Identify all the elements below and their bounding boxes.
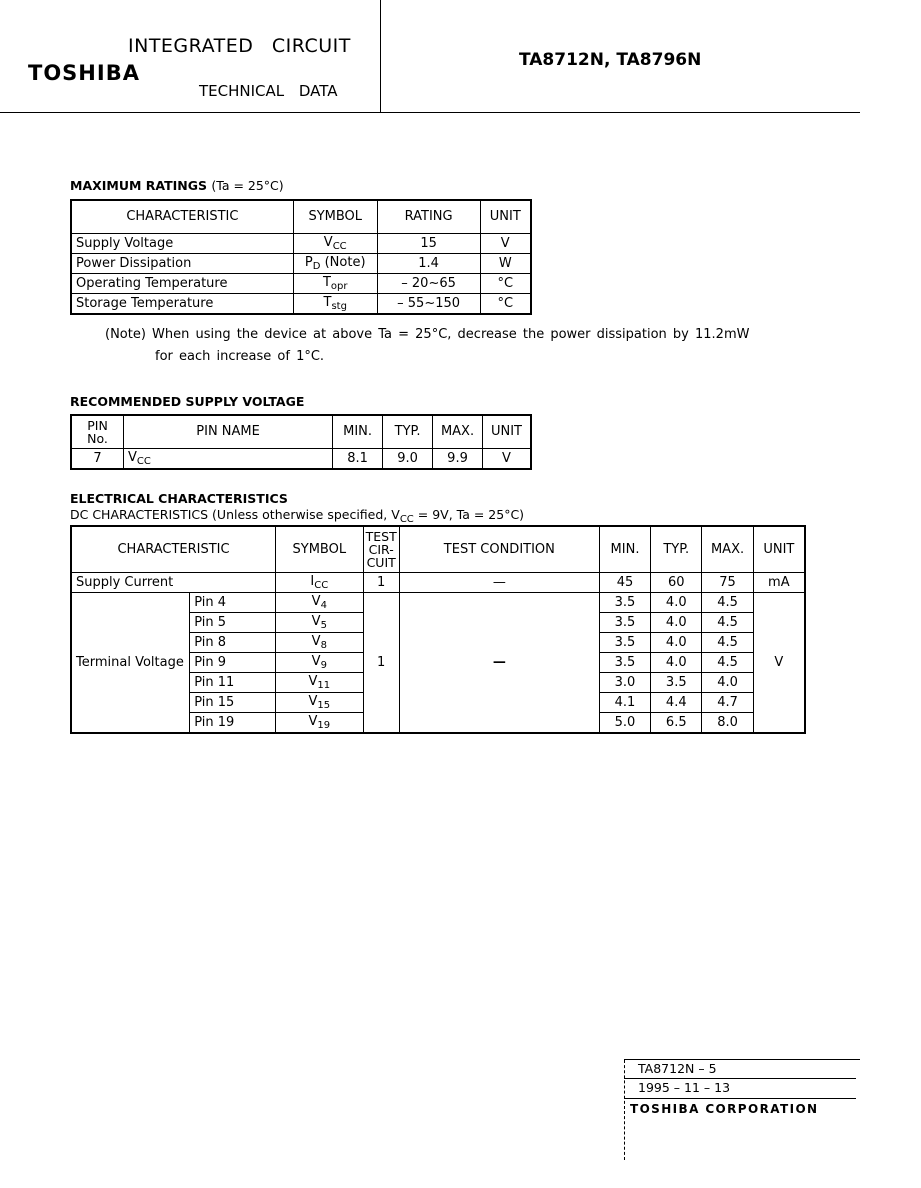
characteristic-cell: Storage Temperature xyxy=(71,293,293,314)
typ-value: 9.0 xyxy=(383,448,433,469)
col-test-circuit: TEST CIR- CUIT xyxy=(363,526,399,572)
typ-cell: 4.0 xyxy=(651,612,702,632)
table-row xyxy=(71,253,531,273)
table-row xyxy=(71,233,531,253)
col-rating: RATING xyxy=(377,200,480,233)
unit-cell: W xyxy=(480,253,531,273)
unit-cell: V xyxy=(480,233,531,253)
pin-cell: Pin 9 xyxy=(190,652,276,672)
col-unit: UNIT xyxy=(753,526,805,572)
pin-cell: Pin 4 xyxy=(190,592,276,612)
symbol-cell: $V_9$ xyxy=(276,652,363,672)
rating-cell: 15 xyxy=(377,233,480,253)
note-line-1: (Note) When using the device at above Ta = 25°C, decrease the power dissipation by 11.2mW xyxy=(105,327,750,342)
col-unit: UNIT xyxy=(480,200,531,233)
min-cell: 3.0 xyxy=(599,672,650,692)
footer-doc-number: TA8712N – 5 xyxy=(638,1061,717,1076)
col-typ: TYP. xyxy=(651,526,702,572)
max-ratings-condition: (Ta = 25°C) xyxy=(211,178,284,193)
max-cell: 4.5 xyxy=(702,612,753,632)
max-ratings-title: MAXIMUM RATINGS xyxy=(70,178,208,193)
pin-cell: Pin 15 xyxy=(190,692,276,712)
col-max: MAX. xyxy=(433,415,483,448)
col-min: MIN. xyxy=(333,415,383,448)
min-value: 8.1 xyxy=(333,448,383,469)
footer-rule xyxy=(624,1098,856,1099)
note-line-2: for each increase of 1°C. xyxy=(155,349,325,364)
max-cell: 4.5 xyxy=(702,632,753,652)
unit-cell: °C xyxy=(480,293,531,314)
max-cell: 4.5 xyxy=(702,592,753,612)
elec-subheading: DC CHARACTERISTICS (Unless otherwise specified, $V_{CC} = 9V$, Ta = 25°C) xyxy=(70,507,525,525)
symbol-cell: $V_4$ xyxy=(276,592,363,612)
table-row xyxy=(71,572,805,592)
col-pin-no: PIN No. xyxy=(71,415,124,448)
min-cell: 4.1 xyxy=(599,692,650,712)
col-max: MAX. xyxy=(702,526,753,572)
part-numbers: TA8712N, TA8796N xyxy=(519,50,702,70)
toshiba-logo: TOSHIBA xyxy=(28,61,140,85)
pin-cell: Pin 8 xyxy=(190,632,276,652)
supply-current-label: Supply Current xyxy=(71,572,276,592)
max-cell: 4.0 xyxy=(702,672,753,692)
unit-value: V xyxy=(483,448,532,469)
elec-table xyxy=(70,525,806,734)
max-ratings-table xyxy=(70,199,532,315)
supply-current-circuit: 1 xyxy=(363,572,399,592)
characteristic-cell: Power Dissipation xyxy=(71,253,293,273)
rec-supply-heading: RECOMMENDED SUPPLY VOLTAGE xyxy=(70,394,305,409)
typ-cell: 6.5 xyxy=(651,712,702,733)
pin-name: $V_{CC}$ xyxy=(124,448,333,469)
footer-rule xyxy=(624,1078,856,1079)
typ-cell: 3.5 xyxy=(651,672,702,692)
header-rule xyxy=(0,112,860,113)
header-divider xyxy=(380,0,381,112)
max-value: 9.9 xyxy=(433,448,483,469)
symbol-cell: $V_{11}$ xyxy=(276,672,363,692)
supply-current-condition: — xyxy=(399,572,599,592)
typ-cell: 4.0 xyxy=(651,652,702,672)
symbol-cell: $V_8$ xyxy=(276,632,363,652)
symbol-cell: $V_5$ xyxy=(276,612,363,632)
doc-subtitle: TECHNICAL DATA xyxy=(199,82,338,100)
terminal-circuit: 1 xyxy=(363,592,399,733)
terminal-condition: — xyxy=(399,592,599,733)
max-cell: 4.5 xyxy=(702,652,753,672)
min-cell: 3.5 xyxy=(599,632,650,652)
rec-supply-table xyxy=(70,414,532,470)
footer-divider xyxy=(624,1060,625,1160)
col-unit: UNIT xyxy=(483,415,532,448)
table-row xyxy=(71,592,805,612)
min-cell: 3.5 xyxy=(599,592,650,612)
pin-cell: Pin 19 xyxy=(190,712,276,733)
min-cell: 5.0 xyxy=(599,712,650,733)
col-characteristic: CHARACTERISTIC xyxy=(71,526,276,572)
footer-corporation: TOSHIBA CORPORATION xyxy=(630,1102,819,1116)
supply-current-typ: 60 xyxy=(651,572,702,592)
doc-title: INTEGRATED CIRCUIT xyxy=(128,35,351,57)
symbol-cell: $T_{opr}$ xyxy=(293,273,377,293)
characteristic-cell: Supply Voltage xyxy=(71,233,293,253)
min-cell: 3.5 xyxy=(599,652,650,672)
max-ratings-heading xyxy=(70,178,284,193)
col-pin-name: PIN NAME xyxy=(124,415,333,448)
terminal-unit: V xyxy=(753,592,805,733)
unit-cell: °C xyxy=(480,273,531,293)
table-row xyxy=(71,293,531,314)
footer-date: 1995 – 11 – 13 xyxy=(638,1080,731,1095)
supply-current-unit: mA xyxy=(753,572,805,592)
max-cell: 8.0 xyxy=(702,712,753,733)
col-characteristic: CHARACTERISTIC xyxy=(71,200,293,233)
pin-no: 7 xyxy=(71,448,124,469)
max-cell: 4.7 xyxy=(702,692,753,712)
typ-cell: 4.4 xyxy=(651,692,702,712)
col-symbol: SYMBOL xyxy=(276,526,363,572)
symbol-cell: $V_{CC}$ xyxy=(293,233,377,253)
table-row xyxy=(71,273,531,293)
symbol-cell: $P_D$ (Note) xyxy=(293,253,377,273)
supply-current-symbol: $I_{CC}$ xyxy=(276,572,363,592)
typ-cell: 4.0 xyxy=(651,592,702,612)
symbol-cell: $V_{19}$ xyxy=(276,712,363,733)
typ-cell: 4.0 xyxy=(651,632,702,652)
col-min: MIN. xyxy=(599,526,650,572)
symbol-cell: $V_{15}$ xyxy=(276,692,363,712)
characteristic-cell: Operating Temperature xyxy=(71,273,293,293)
rating-cell: 1.4 xyxy=(377,253,480,273)
supply-current-min: 45 xyxy=(599,572,650,592)
table-row xyxy=(71,448,531,469)
rating-cell: – 55~150 xyxy=(377,293,480,314)
footer-rule xyxy=(624,1059,860,1060)
terminal-voltage-label: Terminal Voltage xyxy=(71,592,190,733)
supply-current-max: 75 xyxy=(702,572,753,592)
symbol-cell: $T_{stg}$ xyxy=(293,293,377,314)
col-test-condition: TEST CONDITION xyxy=(399,526,599,572)
rating-cell: – 20~65 xyxy=(377,273,480,293)
pin-cell: Pin 11 xyxy=(190,672,276,692)
col-typ: TYP. xyxy=(383,415,433,448)
col-symbol: SYMBOL xyxy=(293,200,377,233)
pin-cell: Pin 5 xyxy=(190,612,276,632)
elec-heading: ELECTRICAL CHARACTERISTICS xyxy=(70,491,288,506)
min-cell: 3.5 xyxy=(599,612,650,632)
